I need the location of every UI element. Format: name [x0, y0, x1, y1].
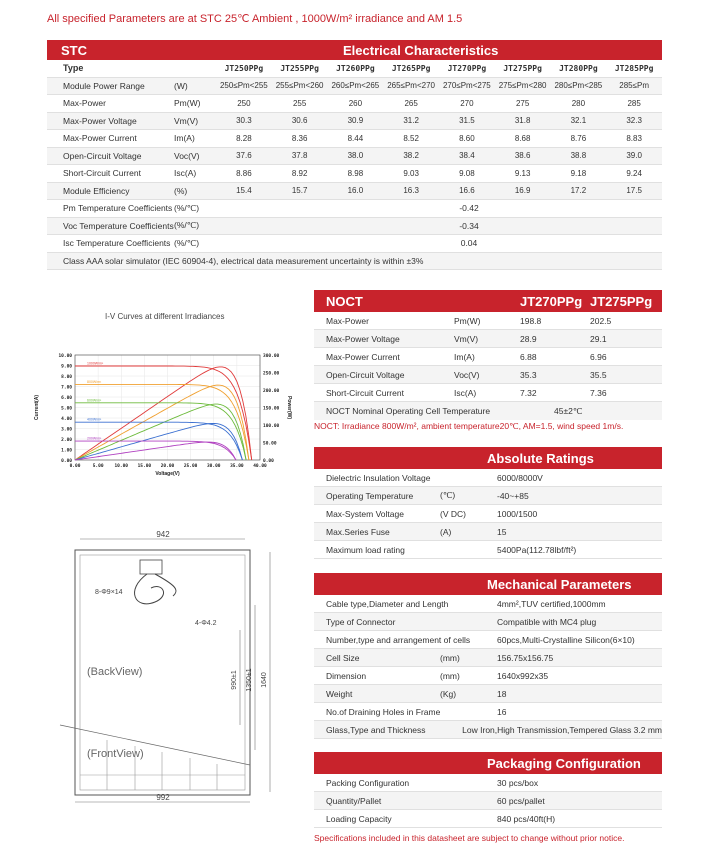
dim1-label: 990±1: [231, 670, 238, 690]
noct-note: NOCT: Irradiance 800W/m², ambient temperature20℃, AM=1.5, wind speed 1m/s.: [314, 421, 624, 431]
mechanical-row: [314, 685, 662, 703]
packaging-param: Packing Configuration: [326, 777, 410, 788]
dim-top-label: 942: [156, 530, 170, 539]
y-tick-label: 9.00: [61, 364, 72, 370]
stc-param: Max-Power Current: [63, 133, 137, 144]
back-view-label: (BackView): [87, 666, 143, 678]
absolute-row: [314, 505, 662, 523]
mechanical-row: [314, 649, 662, 667]
mechanical-value: 60pcs,Multi-Crystalline Silicon(6×10): [497, 634, 635, 645]
mechanical-value: 18: [497, 688, 507, 699]
x-tick-label: 10.00: [114, 464, 129, 469]
stc-unit: Isc(A): [174, 168, 197, 179]
cable-right: [155, 574, 176, 596]
stc-coef-value: 0.04: [460, 238, 478, 249]
stc-header-title: Electrical Characteristics: [343, 42, 499, 58]
stc-model: JT275PPg: [503, 63, 542, 73]
packaging-param: Loading Capacity: [326, 813, 392, 824]
x-axis-label: Voltage(V): [155, 471, 180, 477]
y2-tick-label: 50.00: [263, 441, 277, 447]
stc-coef-param: Voc Temperature Coefficients: [63, 220, 174, 231]
stc-coef-unit: (%/℃): [174, 220, 200, 231]
stc-value: 265≤Pm<270: [387, 81, 435, 91]
stc-unit: Voc(V): [174, 150, 200, 161]
absolute-row: [314, 541, 662, 559]
stc-model: JT280PPg: [559, 63, 598, 73]
noct-value: 35.5: [590, 369, 607, 380]
stc-coef-unit: (%/℃): [174, 237, 200, 248]
stc-value: 37.8: [291, 151, 308, 161]
mechanical-unit: (mm): [440, 652, 460, 663]
noct-value: 29.1: [590, 333, 607, 344]
stc-model: JT260PPg: [336, 63, 375, 73]
stc-value: 16.0: [347, 186, 364, 196]
stc-coef-value: -0.42: [459, 203, 479, 214]
absolute-param: Dielectric Insulation Voltage: [326, 472, 431, 483]
stc-value: 9.24: [626, 168, 642, 178]
stc-param: Module Efficiency: [63, 185, 130, 196]
y2-tick-label: 0.00: [263, 459, 274, 464]
y-tick-label: 2.00: [61, 438, 72, 443]
stc-value: 38.6: [514, 151, 531, 161]
stc-value: 9.18: [570, 168, 587, 178]
holes-left-label: 8-Φ9×14: [95, 589, 123, 596]
mechanical-value: 16: [497, 706, 507, 717]
iv-curve-0: [75, 366, 252, 460]
series-label: 400W/m²: [87, 417, 102, 422]
packaging-value: 30 pcs/box: [497, 777, 539, 788]
y-tick-label: 0.00: [61, 459, 72, 464]
noct-temp-label: NOCT Nominal Operating Cell Temperature: [326, 406, 491, 416]
noct-row: [314, 348, 662, 366]
stc-value: 250: [237, 98, 251, 108]
y-tick-label: 4.00: [61, 417, 72, 422]
stc-type-label: Type: [63, 63, 84, 74]
stc-value: 32.1: [570, 116, 587, 126]
noct-param: Max-Power Current: [326, 351, 400, 362]
absolute-param: Operating Temperature: [326, 490, 414, 501]
absolute-header: [314, 447, 662, 469]
mechanical-header: [314, 573, 662, 595]
stc-row: [47, 165, 662, 183]
footnote: Specifications included in this datasheet are subject to change without prior notice.: [314, 833, 625, 843]
y-tick-label: 10.00: [58, 354, 72, 359]
stc-header-left: STC: [61, 42, 87, 58]
y-tick-label: 8.00: [61, 375, 72, 380]
stc-coef-unit: (%/℃): [174, 202, 200, 213]
packaging-param: Quantity/Pallet: [326, 795, 382, 806]
stc-value: 275: [515, 98, 530, 108]
stc-value: 30.6: [291, 116, 308, 126]
absolute-param: Maximum load rating: [326, 544, 405, 555]
y-tick-label: 3.00: [61, 427, 72, 433]
stc-value: 30.9: [347, 116, 364, 126]
mechanical-param: Dimension: [326, 670, 367, 681]
noct-temp-value: 45±2℃: [554, 405, 583, 416]
stc-value: 37.6: [236, 151, 252, 161]
absolute-param: Max-System Voltage: [326, 508, 404, 519]
noct-unit: Isc(A): [454, 387, 477, 398]
x-tick-label: 5.00: [92, 464, 104, 469]
noct-value: 28.9: [520, 333, 537, 344]
stc-value: 255: [292, 98, 307, 108]
mechanical-header-title: Mechanical Parameters: [487, 576, 632, 592]
stc-value: 8.76: [570, 133, 587, 143]
noct-unit: Pm(W): [454, 315, 481, 326]
stc-row: [47, 183, 662, 201]
stc-value: 16.9: [514, 186, 531, 196]
mechanical-row: [314, 631, 662, 649]
stc-class-note: Class AAA solar simulator (IEC 60904-4), electrical data measurement uncertainty is within ±3%: [63, 255, 424, 266]
stc-value: 17.2: [570, 186, 587, 196]
noct-unit: Voc(V): [454, 369, 480, 380]
absolute-row: [314, 469, 662, 487]
stc-param: Open-Circuit Voltage: [63, 150, 142, 161]
module-drawing: [55, 530, 300, 805]
stc-value: 15.4: [236, 186, 252, 196]
mechanical-param: Number,type and arrangement of cells: [326, 634, 471, 645]
y2-tick-label: 300.00: [263, 354, 280, 359]
absolute-param: Max.Series Fuse: [326, 526, 390, 537]
stc-coef-row: [47, 235, 662, 253]
stc-value: 38.2: [403, 151, 419, 161]
stc-value: 255≤Pm<260: [275, 81, 324, 91]
stc-param: Max-Power Voltage: [63, 115, 137, 126]
series-label: 1000W/m²: [87, 361, 104, 366]
stc-value: 250≤Pm<255: [219, 81, 268, 91]
dim2-label: 1350±1: [246, 668, 253, 692]
stc-value: 270: [460, 98, 474, 108]
mechanical-row: [314, 721, 662, 739]
mechanical-value: 1640x992x35: [497, 670, 549, 681]
stc-model: JT270PPg: [447, 63, 487, 73]
noct-param: Short-Circuit Current: [326, 387, 404, 398]
mechanical-param: Cell Size: [326, 652, 360, 663]
stc-coef-row: [47, 200, 662, 218]
stc-value: 31.8: [514, 116, 531, 126]
mechanical-row: [314, 703, 662, 721]
stc-value: 16.3: [403, 186, 419, 196]
packaging-value: 840 pcs/40ft(H): [497, 813, 556, 824]
mechanical-table: [314, 573, 662, 739]
absolute-unit: (℃): [440, 490, 456, 500]
noct-row: [314, 312, 662, 330]
mechanical-value: Compatible with MC4 plug: [497, 616, 597, 627]
stc-value: 31.2: [403, 116, 419, 126]
stc-value: 280: [571, 98, 586, 108]
stc-value: 260: [348, 98, 363, 108]
packaging-value: 60 pcs/pallet: [497, 795, 545, 806]
mechanical-row: [314, 613, 662, 631]
absolute-value: 6000/8000V: [497, 472, 543, 483]
x-tick-label: 40.00: [253, 464, 267, 469]
mechanical-param: Weight: [326, 688, 353, 699]
y-tick-label: 1.00: [61, 448, 72, 454]
iv-chart: [30, 345, 292, 490]
mechanical-row: [314, 595, 662, 613]
stc-param: Max-Power: [63, 98, 106, 109]
stc-value: 39.0: [626, 151, 642, 161]
stc-model: JT265PPg: [391, 63, 431, 73]
stc-value: 260≤Pm<265: [331, 81, 380, 91]
stc-value: 16.6: [459, 186, 475, 196]
y-tick-label: 7.00: [61, 385, 72, 391]
y-tick-label: 6.00: [61, 396, 72, 401]
absolute-value: -40~+85: [497, 490, 529, 501]
stc-value: 265: [404, 98, 418, 108]
stc-unit: (%): [174, 185, 188, 196]
stc-value: 15.7: [291, 186, 308, 196]
mechanical-value: 156.75x156.75: [497, 652, 554, 663]
noct-value: 202.5: [590, 315, 612, 326]
stc-coef-param: Pm Temperature Coefficients: [63, 203, 173, 214]
absolute-unit: (V DC): [440, 508, 466, 519]
absolute-unit: (A): [440, 526, 452, 537]
mechanical-value: Low Iron,High Transmission,Tempered Glass 3.2 mm: [462, 724, 662, 735]
stc-value: 38.8: [570, 151, 587, 161]
stc-class-note-row: [47, 253, 662, 271]
stc-row: [47, 95, 662, 113]
cable-left: [135, 574, 164, 604]
stc-value: 8.60: [459, 133, 475, 143]
stc-value: 270≤Pm<275: [442, 81, 491, 91]
stc-unit: (W): [174, 80, 188, 91]
packaging-row: [314, 810, 662, 828]
y2-axis-label: Power(W): [286, 395, 292, 420]
mechanical-row: [314, 667, 662, 685]
y2-tick-label: 200.00: [263, 389, 280, 394]
noct-row: [314, 366, 662, 384]
holes-right-label: 4-Φ4.2: [195, 620, 217, 627]
stc-value: 9.13: [514, 168, 531, 178]
stc-value: 8.92: [291, 168, 308, 178]
x-tick-label: 35.00: [230, 464, 244, 469]
stc-value: 8.28: [236, 133, 252, 143]
series-label: 200W/m²: [87, 436, 102, 441]
noct-model-1: JT270PPg: [520, 293, 583, 309]
mechanical-param: Cable type,Diameter and Length: [326, 598, 449, 609]
stc-value: 9.08: [459, 168, 475, 178]
packaging-table: [314, 752, 662, 828]
stc-coef-value: -0.34: [459, 220, 479, 231]
series-label: 600W/m²: [87, 398, 102, 403]
x-tick-label: 20.00: [160, 464, 175, 469]
noct-header-title: NOCT: [326, 293, 363, 309]
absolute-ratings-table: [314, 447, 662, 559]
y2-tick-label: 150.00: [263, 406, 280, 412]
noct-unit: Im(A): [454, 351, 475, 362]
y-tick-label: 5.00: [61, 406, 72, 412]
stc-header: [47, 40, 662, 60]
noct-value: 7.32: [520, 387, 537, 398]
stc-value: 9.03: [403, 168, 419, 178]
y2-tick-label: 100.00: [263, 424, 280, 429]
stc-value: 17.5: [626, 186, 642, 196]
noct-value: 7.36: [590, 387, 607, 398]
noct-param: Max-Power Voltage: [326, 333, 400, 344]
noct-param: Max-Power: [326, 315, 369, 326]
dim-bottom-label: 992: [156, 793, 170, 802]
series-label: 800W/m²: [87, 379, 102, 384]
packaging-row: [314, 774, 662, 792]
y2-tick-label: 250.00: [263, 371, 280, 377]
stc-unit: Pm(W): [174, 98, 201, 109]
stc-param: Module Power Range: [63, 80, 145, 91]
packaging-header: [314, 752, 662, 774]
stc-value: 275≤Pm<280: [498, 81, 547, 91]
stc-value: 31.5: [459, 116, 475, 126]
stc-model: JT285PPg: [614, 63, 654, 73]
stc-coef-param: Isc Temperature Coefficients: [63, 238, 171, 249]
power-curve-3: [75, 423, 242, 460]
noct-header: [314, 290, 662, 312]
noct-value: 6.88: [520, 351, 537, 362]
noct-value: 35.3: [520, 369, 537, 380]
noct-row: [314, 330, 662, 348]
packaging-header-title: Packaging Configuration: [487, 755, 641, 771]
absolute-row: [314, 487, 662, 505]
stc-table: [47, 40, 662, 270]
absolute-row: [314, 523, 662, 541]
x-tick-label: 0.00: [69, 464, 81, 469]
stc-value: 285: [627, 98, 641, 108]
stc-param: Short-Circuit Current: [63, 168, 141, 179]
stc-value: 8.86: [236, 168, 252, 178]
x-tick-label: 25.00: [183, 464, 198, 469]
noct-table: [314, 290, 662, 420]
noct-param: Open-Circuit Voltage: [326, 369, 405, 380]
mechanical-param: Type of Connector: [326, 616, 396, 627]
mechanical-unit: (Kg): [440, 688, 457, 699]
stc-value: 285≤Pm: [619, 81, 649, 91]
noct-model-2: JT275PPg: [590, 293, 653, 309]
stc-value: 8.44: [347, 133, 364, 143]
stc-row: [47, 148, 662, 166]
absolute-value: 15: [497, 526, 507, 537]
mechanical-value: 4mm²,TUV certified,1000mm: [497, 598, 606, 609]
stc-model: JT250PPg: [224, 63, 264, 73]
noct-row: [314, 384, 662, 402]
stc-value: 38.4: [459, 151, 475, 161]
noct-value: 198.8: [520, 315, 542, 326]
power-curve-4: [75, 442, 236, 460]
mechanical-unit: (mm): [440, 670, 460, 681]
stc-value: 280≤Pm<285: [554, 81, 603, 91]
junction-box: [140, 560, 162, 574]
iv-curve-2: [75, 403, 246, 460]
stc-coef-row: [47, 218, 662, 236]
chart-title: I-V Curves at different Irradiances: [105, 312, 225, 321]
y-axis-label: Current(A): [34, 395, 40, 420]
stc-unit: Im(A): [174, 133, 195, 144]
stc-value: 8.68: [514, 133, 531, 143]
stc-row: [47, 113, 662, 131]
stc-value: 38.0: [347, 151, 364, 161]
stc-value: 8.52: [403, 133, 419, 143]
x-tick-label: 15.00: [137, 464, 152, 469]
absolute-value: 5400Pa(112.78lbf/ft²): [497, 544, 577, 555]
absolute-header-title: Absolute Ratings: [487, 450, 594, 466]
dim3-label: 1640: [261, 672, 268, 688]
mechanical-param: No.of Draining Holes in Frame: [326, 706, 441, 717]
stc-type-row: [47, 60, 662, 78]
front-view-label: (FrontView): [87, 748, 144, 760]
x-tick-label: 30.00: [206, 464, 221, 469]
stc-value: 8.36: [291, 133, 308, 143]
stc-value: 8.98: [347, 168, 364, 178]
stc-model: JT255PPg: [280, 63, 319, 73]
top-note: All specified Parameters are at STC 25℃ Ambient , 1000W/m² irradiance and AM 1.5: [47, 13, 463, 25]
mechanical-param: Glass,Type and Thickness: [326, 724, 426, 735]
stc-value: 30.3: [236, 116, 252, 126]
noct-value: 6.96: [590, 351, 607, 362]
packaging-row: [314, 792, 662, 810]
absolute-value: 1000/1500: [497, 508, 538, 519]
stc-row: [47, 130, 662, 148]
stc-value: 8.83: [626, 133, 642, 143]
noct-temp-row: [314, 402, 662, 420]
noct-unit: Vm(V): [454, 333, 479, 344]
stc-value: 32.3: [626, 116, 642, 126]
stc-unit: Vm(V): [174, 115, 199, 126]
stc-row: [47, 78, 662, 96]
